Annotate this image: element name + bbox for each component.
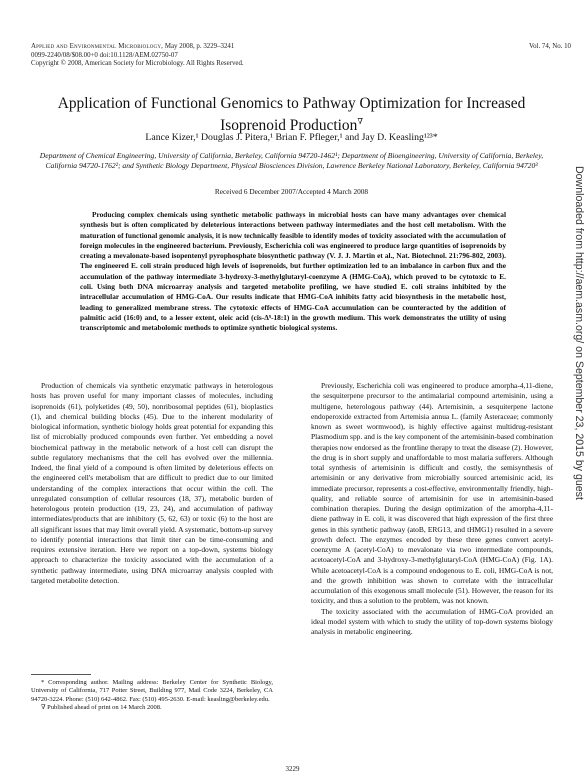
body-paragraph: The toxicity associated with the accumulation of HMG-CoA provided an ideal model system with which to study the utility of top-down systems biology analysis in metabolic engineering. (311, 606, 553, 636)
download-banner (569, 166, 585, 626)
title-footnote-mark: ∇ (357, 116, 363, 126)
issue-info: May 2008, p. 3229–3241 (164, 43, 235, 50)
corresponding-author-footnote: * Corresponding author. Mailing address: Berkeley Center for Synthetic Biology, University of California, 717 Potter Street, Building 977, Mail Code 3224, Berkeley, CA 94720-3224. Phone: (510) 642-4862. Fax: (510) 495-2630. E-mail: keasling@berkeley.edu. (31, 679, 273, 703)
body-column-left: Production of chemicals via synthetic enzymatic pathways in heterologous hosts has proven useful for many important classes of molecules, including isoprenoids (61), polyketides (49, 50), nonribosomal peptides (61), bioplastics (1), and chemical building blocks (45). Due to the inherent modularity of biological information, synthetic biology holds great potential for expanding this list of microbially produced compounds even further. Yet embedding a novel biochemical pathway in the metabolic network of a host cell can disrupt the subtle regulatory mechanisms that the cell has evolved over the millennia. Indeed, the final yield of a compound is often limited by deleterious effects on the engineered cell's metabolism that are difficult to predict due to our limited understanding of the complex interactions that occur within the cell. The unregulated consumption of cellular resources (18, 37), metabolic burden of heterologous protein production (19, 23, 24), and accumulation of pathway intermediates/products that are inhibitory (5, 62, 63) or toxic (6) to the host are all significant issues that may limit overall yield. A systematic, bottom-up survey to identify potential interactions that limit titer can be time-consuming and requires extensive iteration. Here we report on a top-down, systems biology approach to characterize the toxicity associated with the accumulation of a synthetic pathway intermediate, using DNA microarray analysis coupled with targeted metabolite detection. (31, 381, 273, 585)
download-banner-text: Downloaded from http://aem.asm.org/ on September 23, 2015 by guest (573, 166, 585, 500)
body-column-right (311, 381, 553, 637)
page-number: 3229 (285, 765, 300, 773)
doi-line: 0099-2240/08/$08.00+0 doi:10.1128/AEM.02750-07 (31, 51, 178, 59)
running-header (31, 43, 571, 69)
volume-info: Vol. 74, No. 10 (529, 43, 571, 50)
paper-title (30, 95, 553, 134)
author-list: Lance Kizer,¹ Douglas J. Pitera,¹ Brian F. Pfleger,¹ and Jay D. Keasling¹²³* (145, 132, 438, 143)
affiliations: Department of Chemical Engineering, University of California, Berkeley, California 94720-1462¹; Department of Bioengineering, University of California, Berkeley, California 94720-1762²; and Synthetic Biology Department, Physical Biosciences Division, Lawrence Berkeley National Laboratory, Berkeley, California 94720³ (39, 151, 544, 171)
title-text: Application of Functional Genomics to Pathway Optimization for Increased Isoprenoid Production (57, 95, 526, 134)
body-paragraph: Previously, Escherichia coli was engineered to produce amorpha-4,11-diene, the sesquiterpene precursor to the antimalarial compound artemisinin, using a multigene, heterologous pathway (44). Artemisinin, a sesquiterpene lactone endoperoxide extracted from Artemisia annua L. (family Asteraceae; commonly known as sweet wormwood), is highly effective against multidrug-resistant Plasmodium spp. and is the key component of the artemisinin-based combination therapies now endorsed as the frontline therapy to treat the disease (2). However, the drug is in short supply and unaffordable to most malaria sufferers. Although total synthesis of artemisinin is difficult and costly, the semisynthesis of artemisinin or any derivative from microbially sourced artemisinic acid, its immediate precursor, represents a cost-effective, environmentally friendly, high-quality, and reliable source of artemisinin for use in artemisinin-based combination therapies. During the design optimization of the amorpha-4,11-diene pathway in E. coli, it was discovered that high expression of the first three genes in this synthetic pathway (atoB, ERG13, and tHMG1) resulted in a severe growth defect. The enzymes encoded by these three genes convert acetyl-coenzyme A (acetyl-CoA) to mevalonate via two intermediate compounds, acetoacetyl-CoA and 3-hydroxy-3-methylglutaryl-CoA (HMG-CoA) (Fig. 1A). While acetoacetyl-CoA is a compound endogenous to E. coli, HMG-CoA is not, and the growth inhibition was shown to correlate with the intracellular accumulation of this exogenous small molecule (51). However, the reason for its toxicity, and thus a solution to the problem, was not known. (311, 381, 553, 606)
journal-name: Applied and Environmental Microbiology, (31, 43, 164, 50)
footnotes (31, 679, 273, 712)
publication-footnote: ∇ Published ahead of print on 14 March 2008. (41, 703, 162, 711)
footnote-divider (31, 674, 91, 675)
copyright-line: Copyright © 2008, American Society for Microbiology. All Rights Reserved. (31, 60, 244, 68)
abstract: Producing complex chemicals using synthetic metabolic pathways in microbial hosts can have many advantages over chemical synthesis but is often complicated by deleterious interactions between pathway intermediates and the host cell metabolism. With the maturation of functional genomic analysis, it is now technically feasible to identify modes of toxicity associated with the accumulation of foreign molecules in the engineered bacterium. Previously, Escherichia coli was engineered to produce large quantities of isoprenoids by creating a mevalonate-based isopentenyl pyrophosphate biosynthetic pathway (V. J. J. Martin et al., Nat. Biotechnol. 21:796-802, 2003). The engineered E. coli strain produced high levels of isoprenoids, but further optimization led to an imbalance in carbon flux and the accumulation of the pathway intermediate 3-hydroxy-3-methylglutaryl-coenzyme A (HMG-CoA), which proved to be cytotoxic to E. coli. Using both DNA microarray analysis and targeted metabolite profiling, we have studied E. coli strains inhibited by the intracellular accumulation of HMG-CoA. Our results indicate that HMG-CoA inhibits fatty acid biosynthesis in the metabolic host, leading to generalized membrane stress. The cytotoxic effects of HMG-CoA accumulation can be counteracted by the addition of palmitic acid (16:0) and, to a lesser extent, oleic acid (cis-Δ⁹-18:1) in the growth medium. This work demonstrates the utility of using transcriptomic and metabolomic methods to optimize synthetic biological systems. (80, 210, 506, 333)
received-dates: Received 6 December 2007/Accepted 4 March 2008 (214, 187, 369, 196)
